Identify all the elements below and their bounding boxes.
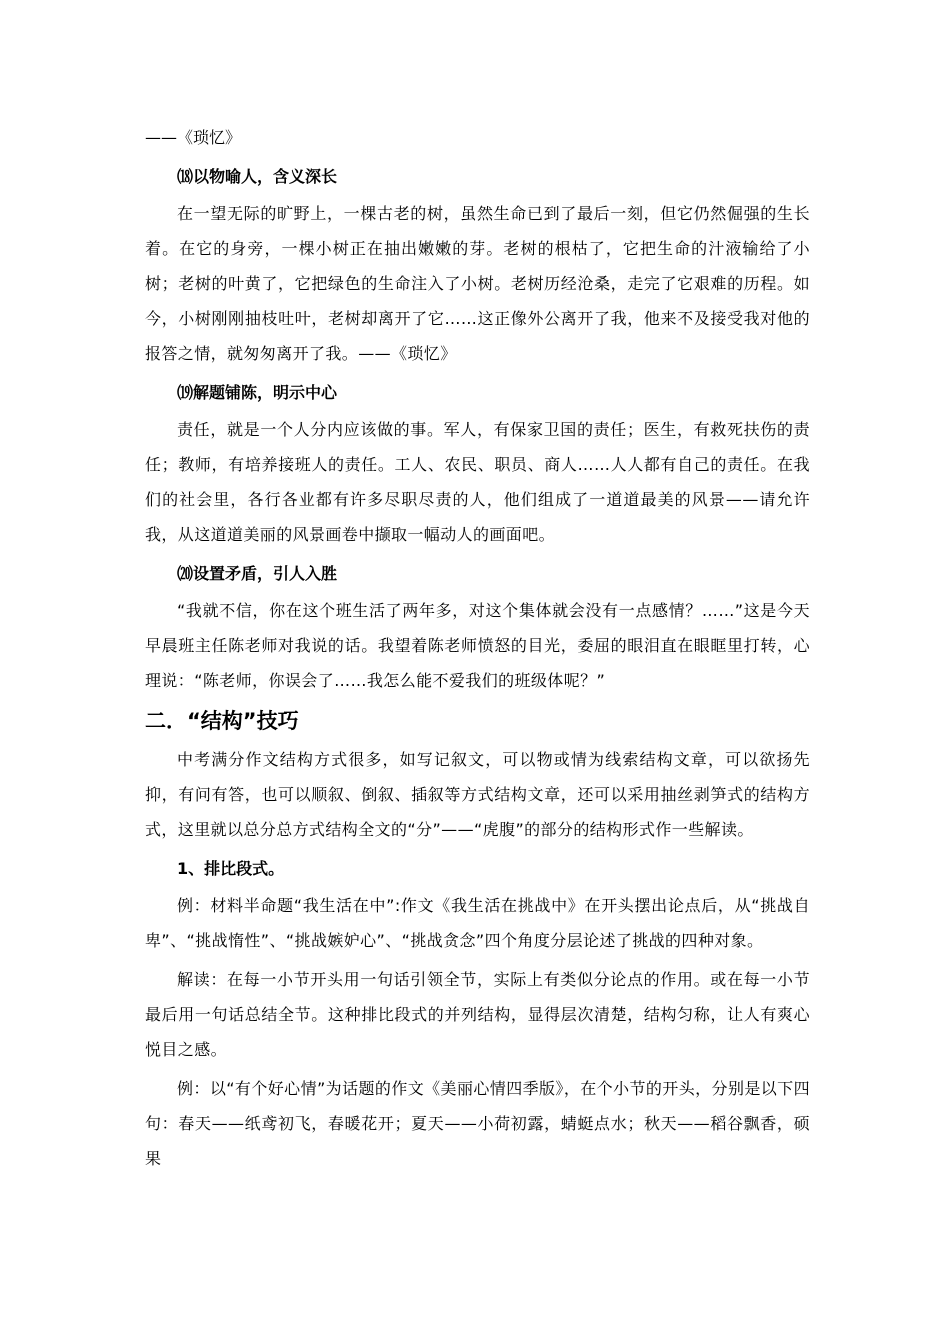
attribution-line: ——《琐忆》: [145, 128, 242, 147]
document-body: [145, 120, 810, 1176]
item-18-paragraph: 在一望无际的旷野上，一棵古老的树，虽然生命已到了最后一刻，但它仍然倔强的生长着。在它的身旁，一棵小树正在抽出嫩嫩的芽。老树的根枯了，它把生命的汁液输给了小树；老树的叶黄了，它把绿色的生命注入了小树。老树历经沧桑，走完了它艰难的历程。如今，小树刚刚抽枝吐叶，老树却离开了它……这正像外公离开了我，他来不及接受我对他的报答之情，就匆匆离开了我。——《琐忆》: [145, 204, 810, 363]
item-19-heading: ⒆解题铺陈，明示中心: [177, 383, 338, 402]
example-2-paragraph: 例：以“有个好心情”为话题的作文《美丽心情四季版》，在个小节的开头，分别是以下四句：春天——纸鸢初飞，春暖花开；夏天——小荷初露，蜻蜓点水；秋天——稻谷飘香，硕果: [145, 1079, 810, 1168]
item-20-paragraph: “我就不信，你在这个班生活了两年多，对这个集体就会没有一点感情？……”这是今天早晨班主任陈老师对我说的话。我望着陈老师愤怒的目光，委屈的眼泪直在眼眶里打转，心理说：“陈老师，你误会了……我怎么能不爱我们的班级体呢？”: [145, 601, 810, 690]
item-20-heading: ⒇设置矛盾，引人入胜: [177, 564, 338, 583]
example-1-paragraph: 例：材料半命题“我生活在中”:作文《我生活在挑战中》在开头摆出论点后，从“挑战自卑”、“挑战惰性”、“挑战嫉妒心”、“挑战贪念”四个角度分层论述了挑战的四种对象。: [145, 896, 810, 950]
item-18-heading: ⒅以物喻人，含义深长: [177, 167, 338, 186]
section-2-heading: 二．“结构”技巧: [145, 709, 299, 733]
item-19-paragraph: 责任，就是一个人分内应该做的事。军人，有保家卫国的责任；医生，有救死扶伤的责任；教师，有培养接班人的责任。工人、农民、职员、商人……人人都有自己的责任。在我们的社会里，各行各业都有许多尽职尽责的人，他们组成了一道道最美的风景——请允许我，从这道道美丽的风景画卷中撷取一幅动人的画面吧。: [145, 420, 810, 544]
analysis-1-paragraph: 解读：在每一小节开头用一句话引领全节，实际上有类似分论点的作用。或在每一小节最后用一句话总结全节。这种排比段式的并列结构，显得层次清楚，结构匀称，让人有爽心悦目之感。: [145, 970, 810, 1059]
section-2-intro: 中考满分作文结构方式很多，如写记叙文，可以物或情为线索结构文章，可以欲扬先抑，有问有答，也可以顺叙、倒叙、插叙等方式结构文章，还可以采用抽丝剥笋式的结构方式，这里就以总分总方式结构全文的“分”——“虎腹”的部分的结构形式作一些解读。: [145, 750, 810, 839]
sub-1-heading: 1、排比段式。: [177, 859, 285, 878]
